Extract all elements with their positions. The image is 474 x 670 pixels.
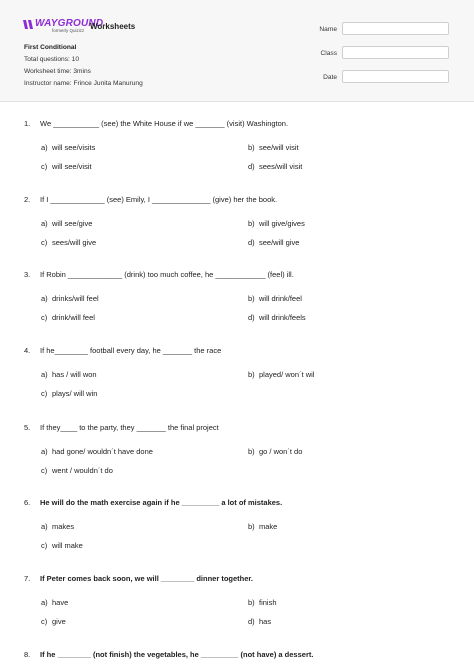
option-letter: a) <box>41 370 48 379</box>
answer-option[interactable] <box>41 598 68 607</box>
option-letter: a) <box>41 143 48 152</box>
option-letter: b) <box>248 370 255 379</box>
answer-option[interactable] <box>41 522 74 531</box>
answer-option[interactable] <box>248 522 277 531</box>
option-letter: c) <box>41 541 48 550</box>
answer-option[interactable] <box>41 294 99 303</box>
worksheet-time: Worksheet time: 3mins <box>24 68 91 75</box>
answer-option[interactable] <box>41 541 83 550</box>
answer-option[interactable] <box>248 219 305 228</box>
option-text: makes <box>52 522 75 531</box>
option-text: sees/will give <box>52 238 97 247</box>
option-text: played/ won´t wil <box>259 370 315 379</box>
question-8 <box>24 650 313 659</box>
option-text: has <box>259 617 272 626</box>
question-2 <box>24 195 277 204</box>
option-text: has / will won <box>52 370 97 379</box>
brand-name: WAYGROUND <box>35 18 104 29</box>
option-letter: c) <box>41 617 48 626</box>
answer-option[interactable] <box>248 143 299 152</box>
question-number: 3. <box>24 270 31 279</box>
option-text: finish <box>259 598 277 607</box>
answer-option[interactable] <box>41 617 66 626</box>
answer-option[interactable] <box>248 162 302 171</box>
option-text: will drink/feel <box>259 294 302 303</box>
answer-option[interactable] <box>248 598 277 607</box>
option-text: plays/ will win <box>52 389 98 398</box>
question-number: 2. <box>24 195 31 204</box>
option-letter: d) <box>248 238 255 247</box>
instructor-name: Instructor name: Frince Junita Manurung <box>24 80 143 87</box>
question-number: 8. <box>24 650 31 659</box>
worksheet-name: First Conditional <box>24 44 77 51</box>
option-letter: c) <box>41 313 48 322</box>
class-label: Class <box>320 50 337 57</box>
option-text: give <box>52 617 66 626</box>
option-letter: c) <box>41 238 48 247</box>
answer-option[interactable] <box>248 313 306 322</box>
option-letter: c) <box>41 389 48 398</box>
answer-option[interactable] <box>41 466 113 475</box>
answer-option[interactable] <box>248 617 271 626</box>
option-letter: b) <box>248 294 255 303</box>
option-text: make <box>259 522 278 531</box>
option-text: will see/visits <box>52 143 96 152</box>
answer-option[interactable] <box>248 238 299 247</box>
option-text: go / won´t do <box>259 447 303 456</box>
option-letter: b) <box>248 522 255 531</box>
option-text: had gone/ wouldn´t have done <box>52 447 153 456</box>
option-letter: a) <box>41 219 48 228</box>
option-text: will see/give <box>52 219 93 228</box>
name-field[interactable] <box>342 22 449 35</box>
question-text: If they____ to the party, they _______ the final project <box>40 423 219 432</box>
option-letter: b) <box>248 598 255 607</box>
option-letter: d) <box>248 313 255 322</box>
question-text: If I _____________ (see) Emily, I ______________ (give) her the book. <box>40 195 278 204</box>
class-field[interactable] <box>342 46 449 59</box>
worksheet-header <box>0 0 474 102</box>
option-letter: a) <box>41 598 48 607</box>
question-text: If Robin _____________ (drink) too much coffee, he ____________ (feel) ill. <box>40 270 294 279</box>
question-4 <box>24 346 221 355</box>
answer-option[interactable] <box>41 238 96 247</box>
name-label: Name <box>319 26 337 33</box>
logo-mark-icon <box>23 20 33 29</box>
option-letter: d) <box>248 617 255 626</box>
option-text: will give/gives <box>259 219 305 228</box>
question-text: We ___________ (see) the White House if we _______ (visit) Washington. <box>40 119 289 128</box>
answer-option[interactable] <box>41 389 97 398</box>
option-text: see/will give <box>259 238 300 247</box>
option-text: went / wouldn´t do <box>52 466 113 475</box>
answer-option[interactable] <box>41 370 97 379</box>
option-letter: a) <box>41 447 48 456</box>
answer-option[interactable] <box>41 447 153 456</box>
option-text: see/will visit <box>259 143 299 152</box>
option-letter: b) <box>248 219 255 228</box>
question-6 <box>24 498 282 507</box>
question-number: 7. <box>24 574 31 583</box>
option-text: will see/visit <box>52 162 92 171</box>
question-number: 5. <box>24 423 31 432</box>
option-letter: a) <box>41 522 48 531</box>
brand-subtitle: formerly Quizizz <box>52 28 85 33</box>
option-letter: c) <box>41 466 48 475</box>
question-5 <box>24 423 219 432</box>
question-7 <box>24 574 253 583</box>
option-text: sees/will visit <box>259 162 303 171</box>
date-label: Date <box>323 74 337 81</box>
answer-option[interactable] <box>41 162 92 171</box>
answer-option[interactable] <box>248 447 302 456</box>
question-number: 1. <box>24 119 31 128</box>
option-text: drinks/will feel <box>52 294 99 303</box>
question-number: 4. <box>24 346 31 355</box>
answer-option[interactable] <box>248 370 314 379</box>
page-title: Worksheets <box>90 22 136 31</box>
date-field[interactable] <box>342 70 449 83</box>
question-text: He will do the math exercise again if he _________ a lot of mistakes. <box>40 498 283 507</box>
answer-option[interactable] <box>41 313 95 322</box>
total-questions: Total questions: 10 <box>24 56 79 63</box>
option-letter: c) <box>41 162 48 171</box>
option-letter: d) <box>248 162 255 171</box>
answer-option[interactable] <box>41 143 95 152</box>
question-text: If he ________ (not finish) the vegetables, he _________ (not have) a dessert. <box>40 650 314 659</box>
option-text: drink/will feel <box>52 313 95 322</box>
option-text: will drink/feels <box>259 313 306 322</box>
question-text: If Peter comes back soon, we will ________ dinner together. <box>40 574 253 583</box>
question-1 <box>24 119 288 128</box>
answer-option[interactable] <box>248 294 302 303</box>
option-text: have <box>52 598 69 607</box>
question-text: If he________ football every day, he _______ the race <box>40 346 222 355</box>
answer-option[interactable] <box>41 219 92 228</box>
option-text: will make <box>52 541 83 550</box>
question-3 <box>24 270 294 279</box>
question-number: 6. <box>24 498 31 507</box>
option-letter: b) <box>248 447 255 456</box>
option-letter: a) <box>41 294 48 303</box>
option-letter: b) <box>248 143 255 152</box>
